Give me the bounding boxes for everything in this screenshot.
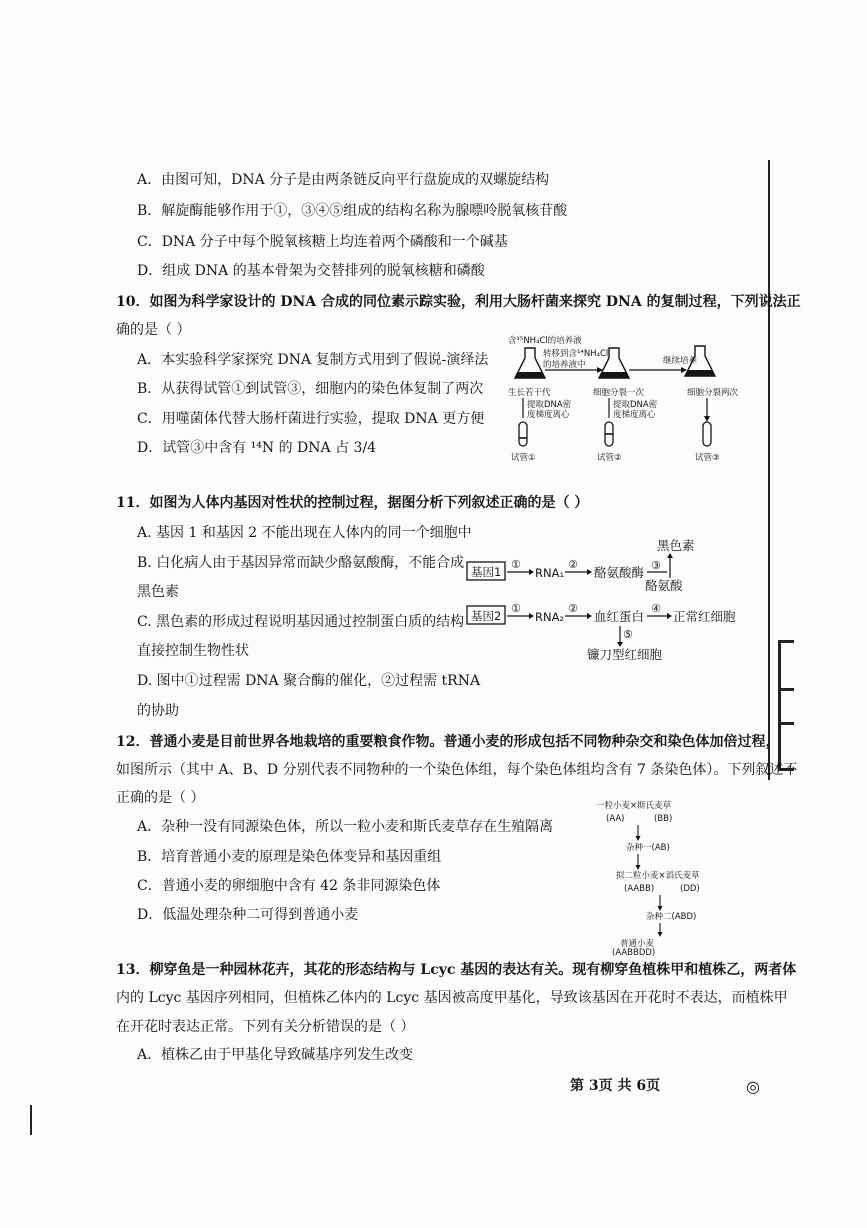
- bb-label: (BB): [654, 814, 673, 824]
- q12-figure: [590, 798, 730, 956]
- aabb-label: (AABB): [624, 884, 655, 894]
- flask-1-medium: [515, 372, 545, 378]
- rna2-label: RNA₂: [535, 610, 565, 624]
- cross1-label: 一粒小麦×斯氏麦草: [596, 801, 672, 811]
- q10-option-a: A．本实验科学家探究 DNA 复制方式用到了假说-演绎法: [137, 352, 489, 368]
- q13-stem-2: 内的 Lcyc 基因序列相同，但植株乙体内的 Lcyc 基因被高度甲基化，导致该基因在开花时不表达，而植株甲: [116, 990, 788, 1006]
- arrow-head-hybrid1: [636, 865, 641, 870]
- wheat-label: 普通小麦: [620, 939, 655, 949]
- q12-stem-3: 正确的是（ ）: [116, 790, 205, 806]
- step2-marker-2: ②: [568, 602, 578, 615]
- arrow-down-3-head: [704, 416, 710, 422]
- sickle-rbc-label: 镰刀型红细胞: [587, 647, 663, 660]
- step5-marker: ⑤: [623, 628, 633, 641]
- q12-option-d: D．低温处理杂种二可得到普通小麦: [137, 907, 359, 923]
- page-number: 第 3页 共 6页: [570, 1078, 661, 1094]
- q10-transfer-label-2: 的培养液中: [543, 360, 586, 370]
- q10-extract-2b: 度梯度离心: [613, 410, 656, 420]
- arrow-head-rna1: [587, 569, 592, 575]
- left-margin-line: [30, 1105, 32, 1135]
- step3-marker: ③: [651, 559, 661, 572]
- q10-tube2-label: 试管②: [597, 453, 622, 463]
- q11-figure: [465, 538, 755, 660]
- q12-stem-2: 如图所示（其中 A、B、D 分别代表不同物种的一个染色体组，每个染色体组均含有 7 条染色体）。下列叙述不: [116, 762, 798, 778]
- q12-option-a: A．杂种一没有同源染色体，所以一粒小麦和斯氏麦草存在生殖隔离: [137, 819, 554, 835]
- cross2-label: 拟二粒小麦×滔氏麦草: [616, 871, 700, 881]
- q10-medium-label: 含¹⁵NH₄Cl的培养液: [508, 336, 582, 346]
- q11-option-b: B. 白化病人由于基因异常而缺少酪氨酸酶，不能合成: [137, 555, 465, 571]
- q10-extract-1b: 度梯度离心: [527, 410, 570, 420]
- enzyme-label: 酪氨酸酶: [594, 565, 645, 580]
- q10-stage2-label: 细胞分裂一次: [593, 388, 645, 398]
- arrow-head-cross1: [636, 836, 641, 841]
- q9-option-c: C．DNA 分子中每个脱氧核糖上均连着两个磷酸和一个碱基: [137, 234, 508, 250]
- q10-extract-1a: 提取DNA密: [527, 400, 572, 410]
- normal-rbc-label: 正常红细胞: [673, 609, 736, 624]
- q10-extract-2a: 提取DNA密: [613, 400, 658, 410]
- test-tube-3: [703, 422, 711, 446]
- step1-marker-2: ①: [511, 602, 521, 615]
- step1-marker: ①: [511, 558, 521, 571]
- q10-stem-1: 10．如图为科学家设计的 DNA 合成的同位素示踪实验，利用大肠杆菌来探究 DNA 的复制过程，下列说法正: [116, 294, 801, 310]
- flask-2-medium: [599, 372, 629, 378]
- q13-stem-1: 13．柳穿鱼是一种园林花卉，其花的形态结构与 Lcyc 基因的表达有关。现有柳穿鱼植株甲和植株乙，两者体: [116, 962, 797, 978]
- q11-option-c: C. 黑色素的形成过程说明基因通过控制蛋白质的结构: [137, 614, 465, 630]
- melanin-label: 黑色素: [657, 538, 695, 553]
- q10-stage3-label: 细胞分裂两次: [687, 388, 739, 398]
- q13-stem-3: 在开花时表达正常。下列有关分析错误的是（ ）: [116, 1019, 415, 1035]
- arrow-head-melanin: [667, 553, 673, 558]
- q9-option-d: D．组成 DNA 的基本骨架为交替排列的脱氧核糖和磷酸: [137, 263, 485, 279]
- q10-figure: [505, 332, 745, 467]
- q10-stem-2: 确的是（ ）: [116, 322, 191, 338]
- aa-label: (AA): [606, 814, 625, 824]
- q11-option-d: D. 图中①过程需 DNA 聚合酶的催化，②过程需 tRNA: [137, 673, 481, 689]
- hybrid2-label: 杂种二(ABD): [646, 912, 697, 922]
- q10-tube3-label: 试管③: [695, 453, 720, 463]
- q11-option-c-cont: 直接控制生物性状: [137, 643, 249, 659]
- test-tube-1: [519, 422, 527, 446]
- gene1-label: 基因1: [471, 565, 502, 579]
- q10-stage1-label: 生长若干代: [508, 388, 551, 398]
- right-margin-line: [768, 160, 770, 780]
- tyrosine-label: 酪氨酸: [645, 578, 683, 593]
- flask-3-medium: [685, 370, 715, 376]
- q11-stem: 11．如图为人体内基因对性状的控制过程，据图分析下列叙述正确的是（ ）: [116, 495, 589, 511]
- arrow-head-rna2: [587, 613, 592, 619]
- q10-continue-label: 继续培养: [663, 356, 698, 366]
- bracket-tick-2: [778, 688, 794, 691]
- q12-option-b: B．培育普通小麦的原理是染色体变异和基因重组: [137, 849, 442, 865]
- q10-transfer-label-1: 转移到含¹⁴NH₄Cl: [543, 349, 609, 359]
- q11-option-d-cont: 的协助: [137, 703, 179, 719]
- step2-marker: ②: [568, 558, 578, 571]
- arrow-head-cross2: [658, 906, 663, 911]
- gene2-label: 基因2: [471, 609, 502, 623]
- q12-stem-1: 12．普通小麦是目前世界各地栽培的重要粮食作物。普通小麦的形成包括不同物种杂交和染色体加倍过程，: [116, 734, 780, 750]
- q10-option-c: C．用噬菌体代替大肠杆菌进行实验，提取 DNA 更方便: [137, 411, 485, 427]
- q10-tube1-label: 试管①: [511, 453, 536, 463]
- arrow-head-gene1: [529, 569, 534, 575]
- q12-option-c: C．普通小麦的卵细胞中含有 42 条非同源染色体: [137, 878, 441, 894]
- q10-option-d: D．试管③中含有 ¹⁴N 的 DNA 占 3/4: [137, 440, 377, 456]
- q11-option-a: A. 基因 1 和基因 2 不能出现在人体内的同一个细胞中: [137, 525, 472, 541]
- rna1-label: RNA₁: [535, 566, 565, 580]
- footer-mark: ◎: [746, 1077, 760, 1096]
- aabbdd-label: (AABBDD): [612, 948, 656, 956]
- arrow-head-hybrid2: [658, 932, 663, 937]
- arrow-head-normal: [667, 613, 672, 619]
- arrow-head-gene2: [529, 613, 534, 619]
- hybrid1-label: 杂种一(AB): [626, 843, 670, 853]
- dd-label: (DD): [680, 884, 700, 894]
- q13-option-a: A．植株乙由于甲基化导致碱基序列发生改变: [137, 1047, 414, 1063]
- step4-marker: ④: [651, 602, 661, 615]
- bracket-tick-1: [778, 640, 794, 643]
- q10-option-b: B．从获得试管①到试管③，细胞内的染色体复制了两次: [137, 381, 484, 397]
- q11-option-b-cont: 黑色素: [137, 584, 179, 600]
- hemoglobin-label: 血红蛋白: [594, 609, 645, 624]
- q9-option-b: B．解旋酶能够作用于①，③④⑤组成的结构名称为腺嘌呤脱氧核苷酸: [137, 203, 568, 219]
- arrow-head-2: [681, 367, 687, 373]
- bracket-tick-3: [778, 722, 794, 725]
- q9-option-a: A．由图可知，DNA 分子是由两条链反向平行盘旋成的双螺旋结构: [137, 172, 550, 188]
